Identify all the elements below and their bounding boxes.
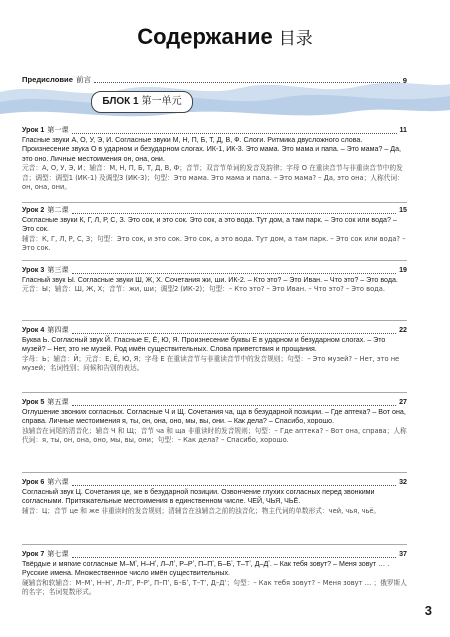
lesson-label: Урок 7 第七课: [22, 550, 69, 558]
lesson-gloss: 元音：Ы；辅音：Ш, Ж, Х；音节：жи, ши；调型2 (ИК-2)；句型：– Кто это? – Это Иван. – Что это? – Это вода.: [22, 285, 386, 294]
leader-dots: [72, 485, 397, 486]
lesson-entry-2[interactable]: [22, 206, 407, 253]
leader-dots: [72, 405, 397, 406]
lesson-gloss: 辅音：Ц；音节 це 和 же 非重读时的发音规则；清辅音在浊辅音之前的浊音化；物主代词的单数形式：чей, чья, чьё。: [22, 506, 381, 515]
leader-dots: [72, 213, 397, 214]
lesson-text: Согласные звуки К, Г, Л, Р, С, З. Это сок, и это сок. Это сок, а это вода. Тут дом, а там парк. – Это сок или вода? – Это сок.: [22, 215, 397, 234]
leader-dots: [72, 133, 397, 134]
divider: [22, 544, 407, 545]
lesson-entry-4[interactable]: [22, 326, 407, 373]
divider: [22, 472, 407, 473]
block-title: БЛОК 1 第一单元: [91, 91, 193, 113]
lesson-gloss: 硬辅音和软辅音：М–Мʼ, Н–Нʼ, Л–Лʼ, Р–Рʼ, П–Пʼ, Б–Бʼ, Т–Тʼ, Д–Дʼ；句型：– Как тебя зовут? – Меня зовут … ；俄罗斯人的名字；名词复数形式。: [22, 578, 407, 596]
leader-dots: [72, 273, 397, 274]
divider: [22, 392, 407, 393]
lesson-label: Урок 6 第六课: [22, 478, 69, 486]
divider: [22, 260, 407, 261]
lesson-label: Урок 3 第三课: [22, 266, 69, 274]
lesson-entry-3[interactable]: [22, 266, 407, 294]
preface-page: 9: [402, 76, 407, 85]
lesson-entry-1[interactable]: [22, 126, 407, 192]
lesson-text: Согласный звук Ц. Сочетания це, же в безударной позиции. Озвончение глухих согласных перед звонкими согласными. Притяжательные местоимения в единственном числе. ЧЕЙ, ЧЬЯ, ЧЬЁ.: [22, 487, 375, 506]
lesson-text: Гласные звуки А, О, У, Э, И. Согласные звуки М, Н, П, Б, Т, Д, В, Ф. Слоги. Ритмика двусложного слова. Произнесение звука О в ударном и безударном слогах. ИК-1, ИК-3. Это мама. Это мама и папа. – Это мама? – Да, это оно. Личные местоимения он, она, они.: [22, 135, 402, 163]
lesson-text: Буква Ь. Согласный звук Й. Гласные Е, Ё, Ю, Я. Произнесение буквы Е в ударном и безударном слогах. – Это музей? – Нет, это не музей. Род имён существительных. Слова приветствия и прощания.: [22, 335, 386, 354]
preface-label: Предисловие 前言: [22, 75, 92, 84]
lesson-entry-6[interactable]: [22, 478, 407, 516]
leader-dots: [94, 82, 400, 83]
divider: [22, 320, 407, 321]
page-title: [0, 24, 450, 50]
page-number: 3: [424, 603, 432, 618]
leader-dots: [72, 333, 397, 334]
lesson-entry-5[interactable]: [22, 398, 407, 445]
lesson-text: Твёрдые и мягкие согласные М–Мʼ, Н–Нʼ, Л–Лʼ, Р–Рʼ, П–Пʼ, Б–Бʼ, Т–Тʼ, Д–Дʼ. – Как тебя зовут? – Меня зовут … . Русские имена. Множественное число имён существительных.: [22, 559, 390, 578]
lesson-page: 37: [399, 550, 407, 558]
divider: [22, 202, 407, 203]
lesson-label: Урок 5 第五课: [22, 398, 69, 406]
lesson-page: 27: [399, 398, 407, 406]
lesson-label: Урок 2 第二课: [22, 206, 69, 214]
leader-dots: [72, 557, 397, 558]
title-cn: 目录: [278, 29, 313, 49]
decorative-waves: [0, 78, 450, 126]
lesson-gloss: 浊辅音在词尾的清音化；辅音 Ч 和 Щ；音节 ча 和 ща 非重读时的发音规则；句型：– Где аптека? – Вот она, справа；人称代词：я, ты, он, она, оно, мы, вы, они；句型：– Как дела? – Спасибо, хорошо.: [22, 426, 407, 444]
preface-entry[interactable]: [22, 74, 407, 85]
lesson-gloss: 字母：Ь；辅音：Й；元音：Е, Ё, Ю, Я；字母 Е 在重读音节与非重读音节中的发音规则；句型：– Это музей? – Нет, это не музей；名词性别；问候和告别的表达。: [22, 354, 400, 372]
lesson-page: 15: [399, 206, 407, 214]
lesson-text: Гласный звук Ы. Согласные звуки Ш, Ж, Х. Сочетания жи, ши. ИК-2. – Кто это? – Это Иван. – Что это? – Это вода.: [22, 275, 398, 284]
lesson-page: 11: [399, 126, 407, 134]
lesson-page: 19: [399, 266, 407, 274]
lesson-label: Урок 1 第一课: [22, 126, 69, 134]
lesson-gloss: 辅音：К, Г, Л, Р, С, З；句型：Это сок, и это сок. Это сок, а это вода. Тут дом, а там парк. – Это сок или вода? – Это сок.: [22, 234, 406, 252]
lesson-page: 22: [399, 326, 407, 334]
lesson-label: Урок 4 第四课: [22, 326, 69, 334]
title-ru: Содержание: [137, 24, 273, 49]
lesson-page: 32: [399, 478, 407, 486]
lesson-gloss: 元音：А, О, У, Э, И；辅音：М, Н, П, Б, Т, Д, В, Ф；音节；双音节单词的发音及韵律；字母 О 在重读音节与非重读音节中的发音；调型：调型1 (ИК-1) 及调型3 (ИК-3)；句型：Это мама. Это мама и папа. – Это мама? – Да, это она；人称代词：он, она, они。: [22, 164, 404, 191]
lesson-entry-7[interactable]: [22, 550, 407, 597]
lesson-text: Оглушение звонких согласных. Согласные Ч и Щ. Сочетания ча, ща в безударной позиции. – Где аптека? – Вот она, справа. Личные местоимения я, ты, он, она, оно, мы, вы, они. – Как дела? – Спасибо, хорошо.: [22, 407, 406, 426]
